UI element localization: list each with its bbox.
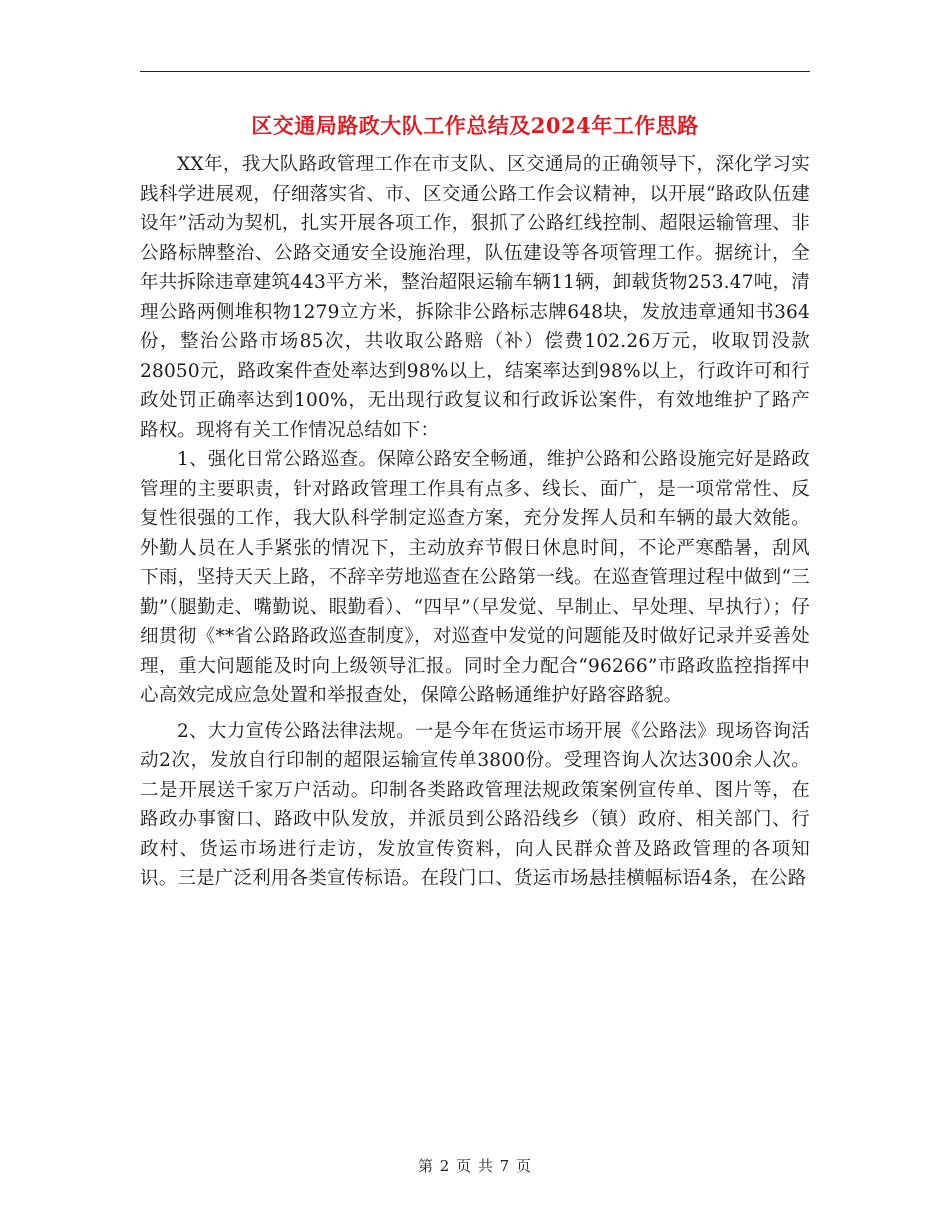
paragraph-patrol: 1、强化日常公路巡查。保障公路安全畅通，维护公路和公路设施完好是路政管理的主要职责，针对路政管理工作具有点多、线长、面广，是一项常常性、反复性很强的工作，我大队科学制定巡查方案，充分发挥人员和车辆的最大效能。外勤人员在人手紧张的情况下，主动放弃节假日休息时间，不论严寒酷暑，刮风下雨，坚持天天上路，不辞辛劳地巡查在公路第一线。在巡查管理过程中做到“三勤”（腿勤走、嘴勤说、眼勤看）、“四早”（早发觉、早制止、早处理、早执行）；仔细贯彻《**省公路路政巡查制度》，对巡查中发觉的问题能及时做好记录并妥善处理，重大问题能及时向上级领导汇报。同时全力配合“96266”市路政监控指挥中心高效完成应急处置和举报查处，保障公路畅通维护好路容路貌。	[140, 449, 810, 706]
document-body	[140, 150, 810, 894]
paragraph-intro: XX年，我大队路政管理工作在市支队、区交通局的正确领导下，深化学习实践科学进展观，仔细落实省、市、区交通公路工作会议精神，以开展“路政队伍建设年”活动为契机，扎实开展各项工作，狠抓了公路红线控制、超限运输管理、非公路标牌整治、公路交通安全设施治理，队伍建设等各项管理工作。据统计，全年共拆除违章建筑443平方米，整治超限运输车辆11辆，卸载货物253.47吨，清理公路两侧堆积物1279立方米，拆除非公路标志牌648块，发放违章通知书364份，整治公路市场85次，共收取公路赔（补）偿费102.26万元，收取罚没款28050元，路政案件查处率达到98%以上，结案率达到98%以上，行政许可和行政处罚正确率达到100%，无出现行政复议和行政诉讼案件，有效地维护了路产路权。现将有关工作情况总结如下：	[140, 154, 810, 441]
header-rule	[140, 71, 810, 72]
paragraph-publicity: 2、大力宣传公路法律法规。一是今年在货运市场开展《公路法》现场咨询活动2次，发放自行印制的超限运输宣传单3800份。受理咨询人次达300余人次。二是开展送千家万户活动。印制各类路政管理法规政策案例宣传单、图片等，在路政办事窗口、路政中队发放，并派员到公路沿线乡（镇）政府、相关部门、行政村、货运市场进行走访，发放宣传资料，向人民群众普及路政管理的各项知识。三是广泛利用各类宣传标语。在段门口、货运市场悬挂横幅标语4条，在公路	[140, 720, 810, 889]
document-title: 区交通局路政大队工作总结及2024年工作思路	[251, 113, 699, 138]
page-number-footer: 第 2 页 共 7 页	[418, 1157, 532, 1175]
